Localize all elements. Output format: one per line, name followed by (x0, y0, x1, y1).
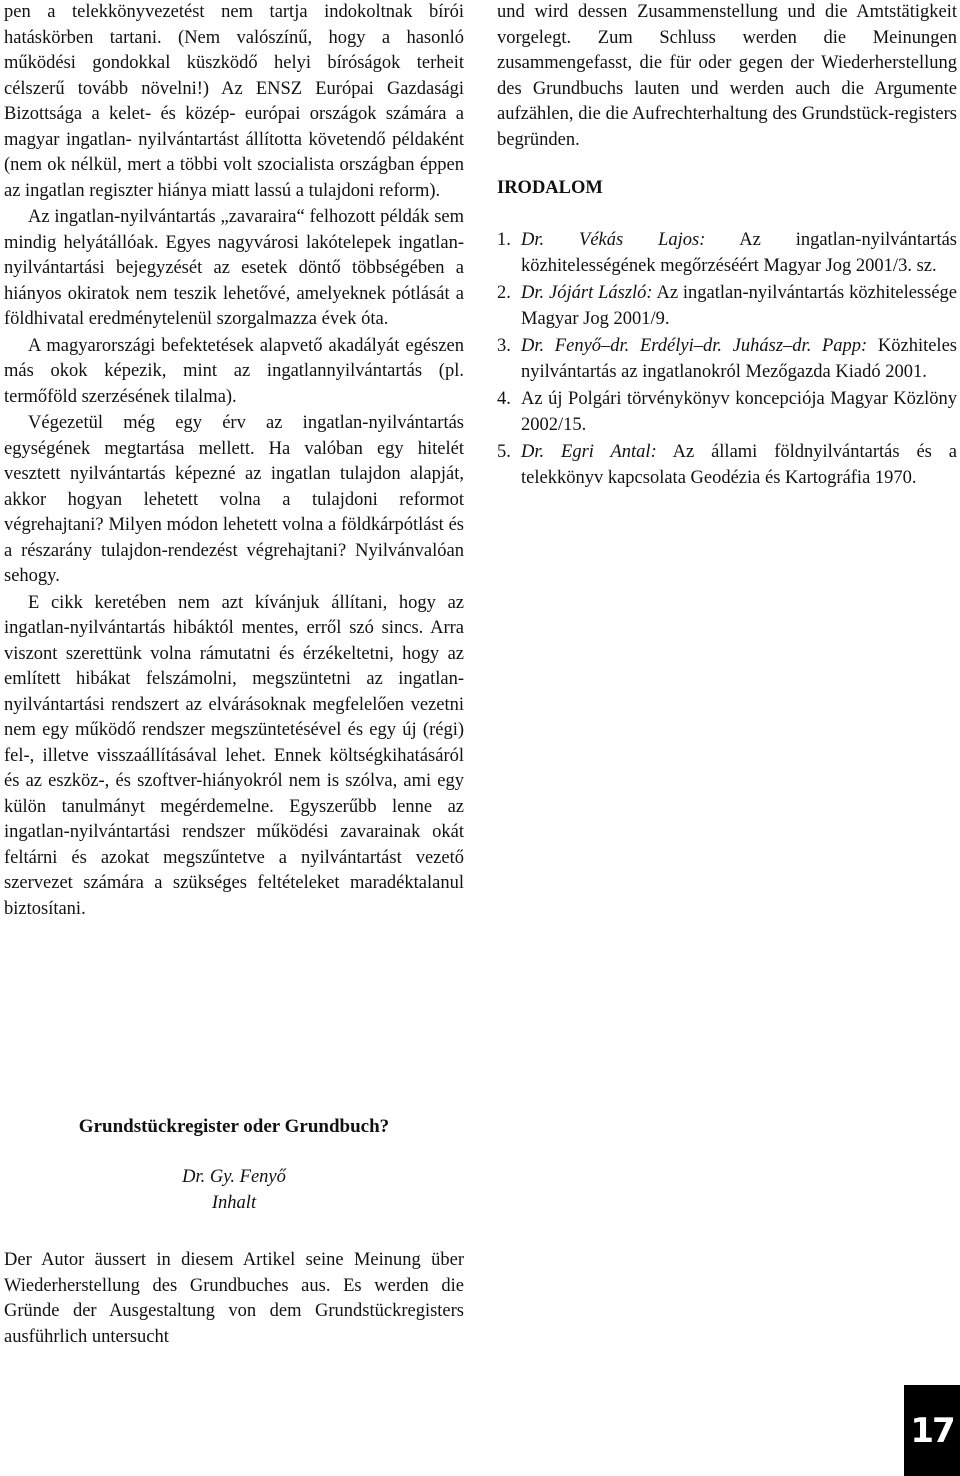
abstract-subtitle: Inhalt (211, 1193, 257, 1213)
paragraph: pen a telekkönyvezetést nem tartja indokoltnak bírói hatáskörben tartani. (Nem valószínű, hogy a hasonló működési gondokkal küszködő helyi bíróságok terheit célszerű tovább növelni!) Az ENSZ Európai Gazdasági Bizottsága a kelet- és közép- európai országok számára a magyar ingatlan- nyilvántartást állította követendő példaként (nem ok nélkül, mert a többi volt szocialista országban éppen az ingatlan regiszter hiánya miatt lassú a tulajdoni reform). (4, 2, 464, 201)
reference-text: Közhiteles nyilvántartás az ingatlanokról Mezőgazda Kiadó 2001. (521, 336, 957, 382)
reference-number: 1. (497, 230, 511, 250)
reference-author: Dr. Vékás Lajos: (521, 230, 706, 250)
reference-text: Az állami földnyilvántartás és a telekkönyv kapcsolata Geodézia és Kartográfia 1970. (521, 442, 957, 488)
reference-author: Dr. Jójárt László: (521, 283, 653, 303)
reference-number: 2. (497, 283, 511, 303)
reference-item (497, 387, 957, 438)
right-column (497, 0, 957, 493)
reference-number: 4. (497, 389, 511, 409)
paragraph: A magyarországi befektetések alapvető akadályát egészen más okok képezik, mint az ingatlannyilvántartás (pl. termőföld szerzésének tilalma). (4, 335, 464, 407)
reference-item (497, 228, 957, 279)
references-heading: IRODALOM (497, 178, 603, 198)
reference-item (497, 281, 957, 332)
left-column (4, 0, 464, 922)
page-number: 17 (904, 1385, 960, 1476)
abstract-author: Dr. Gy. Fenyő (182, 1167, 286, 1187)
reference-number: 5. (497, 442, 511, 462)
paragraph: E cikk keretében nem azt kívánjuk állítani, hogy az ingatlan-nyilvántartás hibáktól mentes, erről szó sincs. Arra viszont szerettünk volna rámutatni és érzékeltetni, hogy az említett hibákat felszámolni, megszüntetni az ingatlan-nyilvántartási rendszert az elvárásoknak megfelelően vezetni nem egy működő rendszer megszüntetésével és egy új (régi) fel-, illetve visszaállításával lehet. Ennek költségkihatásáról és az eszköz-, és szoftver-hiányokról nem is szólva, ami egy külön tanulmányt megérdemelne. Egyszerűbb lenne az ingatlan-nyilvántartási rendszer működési zavarainak okát feltárni és azokat megszűntetve a nyilvántartást vezető szervezet számára a szükséges feltételeket maradéktalanul biztosítani. (4, 592, 464, 919)
reference-text: Az új Polgári törvénykönyv koncepciója Magyar Közlöny 2002/15. (521, 389, 957, 435)
reference-text: Az ingatlan-nyilvántartás közhitelessége Magyar Jog 2001/9. (521, 283, 957, 329)
reference-list (497, 228, 957, 491)
abstract-text: Der Autor äussert in diesem Artikel seine Meinung über Wiederherstellung des Grundbuches aus. Es werden die Gründe der Ausgestaltung von dem Grundstückregisters ausführlich untersucht (4, 1250, 464, 1347)
paragraph: und wird dessen Zusammenstellung und die Amtstätigkeit vorgelegt. Zum Schluss werden die Meinungen zusammengefasst, die für oder gegen der Wiederherstellung des Grundbuchs lauten und werden auch die Argumente aufzählen, die die Aufrechterhaltung des Grundstück-registers begründen. (497, 2, 957, 150)
paragraph: Végezetül még egy érv az ingatlan-nyilvántartás egységének megtartása mellett. Ha valóban egy hitelét vesztett nyilvántartás képezné az ingatlan tulajdon alapját, akkor hogyan lehetett volna a tulajdoni reformot végrehajtani? Milyen módon lehetett volna a földkárpótlást és a részarány tulajdon-rendezést végrehajtani? Nyilvánvalóan sehogy. (4, 413, 464, 586)
abstract-block (4, 1112, 464, 1369)
paragraph: Az ingatlan-nyilvántartás „zavaraira“ felhozott példák sem mindig helyátállóak. Egyes nagyvárosi lakótelepek ingatlan-nyilvántartási bejegyzését az esetek döntő többségében a hiányos okiratok nem teszik lehetővé, amelyeknek pótlását a földhivatal eredménytelenül szorgalmazza évek óta. (4, 207, 464, 329)
reference-author: Dr. Egri Antal: (521, 442, 657, 462)
abstract-title: Grundstückregister oder Grundbuch? (78, 1116, 390, 1137)
reference-text: Az ingatlan-nyilvántartás közhitelességének megőrzéséért Magyar Jog 2001/3. sz. (521, 230, 957, 276)
reference-author: Dr. Fenyő–dr. Erdélyi–dr. Juhász–dr. Papp: (521, 336, 868, 356)
reference-item (497, 334, 957, 385)
reference-item (497, 440, 957, 491)
reference-number: 3. (497, 336, 511, 356)
